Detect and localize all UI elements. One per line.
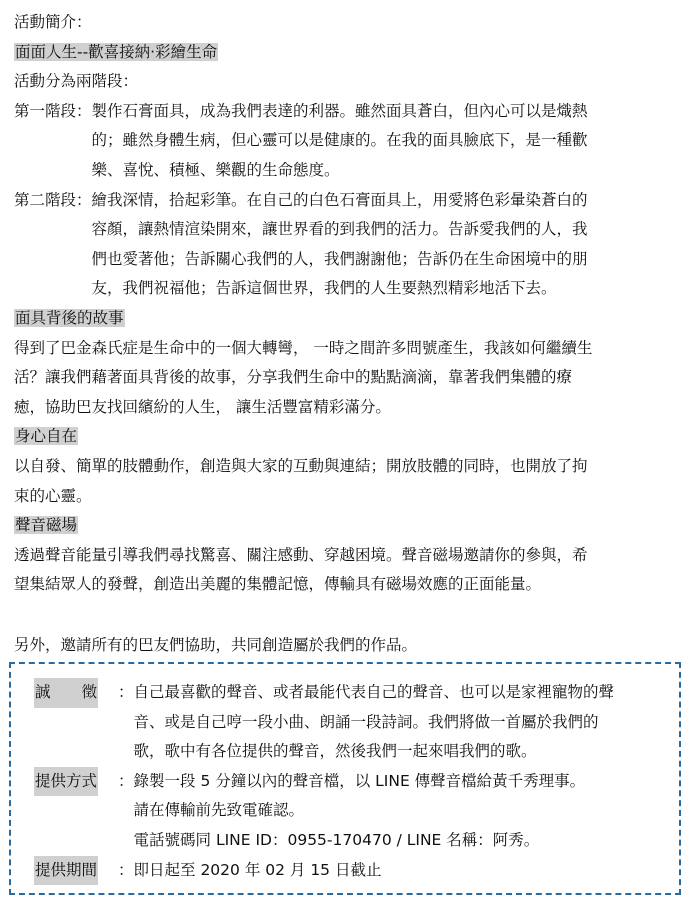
paragraph-line: 得到了巴金森氏症是生命中的一個大轉彎， 一時之間許多問號產生，我該如何繼續生 [14, 338, 593, 357]
stage-text-line: 繪我深情，拾起彩筆。在自己的白色石膏面具上，用愛將色彩暈染蒼白的 [91, 190, 588, 209]
activity-title: 面面人生--歡喜接納‧彩繪生命 [15, 42, 218, 61]
stage-text-line: 的；雖然身體生病，但心靈可以是健康的。在我的面具臉底下，是一種歡 [91, 131, 588, 150]
box-text-line: 歌，歌中有各位提供的聲音，然後我們一起來唱我們的歌。 [133, 742, 537, 761]
box-row-method [34, 767, 674, 856]
paragraph-line: 活？讓我們藉著面具背後的故事，分享我們生命中的點點滴滴，靠著我們集體的療 [14, 368, 573, 387]
invitation-text: 另外，邀請所有的巴友們協助，共同創造屬於我們的作品。 [14, 635, 418, 654]
stage-text-line: 友，我們祝福他；告訴這個世界，我們的人生要熱烈精彩地活下去。 [91, 279, 557, 298]
stage-one [14, 97, 678, 186]
section-heading-sound-field: 聲音磁場 [15, 516, 78, 535]
stage-label: 第二階段： [14, 190, 92, 209]
box-text-line: 即日起至 2020 年 02 月 15 日截止 [133, 860, 382, 879]
box-colon: ： [118, 683, 134, 701]
box-label-period: 提供期間 [34, 856, 98, 886]
box-label-wanted: 誠 徵 [34, 678, 98, 708]
paragraph-line: 以自發、簡單的肢體動作，創造與大家的互動與連結；開放肢體的同時，也開放了拘 [14, 456, 588, 475]
paragraph-line: 透過聲音能量引導我們尋找驚喜、關注感動、穿越困境。聲音磁場邀請你的參與，希 [14, 545, 588, 564]
intro-heading: 活動簡介： [14, 13, 92, 31]
box-row-period [34, 856, 674, 886]
box-colon: ： [118, 860, 134, 879]
paragraph-line: 束的心靈。 [14, 486, 92, 505]
section-heading-body-mind: 身心自在 [15, 427, 78, 446]
document-body [14, 8, 678, 660]
box-text-line: 電話號碼同 LINE ID：0955-170470 / LINE 名稱：阿秀。 [133, 830, 540, 849]
section-heading-mask-story: 面具背後的故事 [15, 308, 124, 327]
stage-text-line: 製作石膏面具，成為我們表達的利器。雖然面具蒼白，但內心可以是熾熱 [91, 101, 588, 120]
stage-two [14, 186, 678, 304]
paragraph-line: 癒，協助巴友找回繽紛的人生， 讓生活豐富精彩滿分。 [14, 397, 391, 416]
box-text-line: 請在傳輸前先致電確認。 [133, 801, 305, 820]
box-text-line: 自己最喜歡的聲音、或者最能代表自己的聲音、也可以是家裡寵物的聲 [133, 683, 615, 701]
stage-text-line: 容顏，讓熱情渲染開來，讓世界看的到我們的活力。告訴愛我們的人，我 [91, 220, 588, 239]
paragraph-line: 望集結眾人的發聲，創造出美麗的集體記憶，傳輸具有磁場效應的正面能量。 [14, 575, 542, 594]
box-text-line: 音、或是自己哼一段小曲、朗誦一段詩詞。我們將做一首屬於我們的 [133, 712, 599, 731]
stage-text-line: 們也愛著他；告訴關心我們的人，我們謝謝他；告訴仍在生命困境中的朋 [91, 249, 588, 268]
call-for-sounds-box [9, 662, 681, 895]
box-text-line: 錄製一段 5 分鐘以內的聲音檔，以 LINE 傳聲音檔給黃千秀理事。 [133, 771, 586, 790]
stage-label: 第一階段： [14, 101, 92, 120]
stage-text-line: 樂、喜悅、積極、樂觀的生命態度。 [91, 160, 340, 179]
box-row-wanted [34, 678, 674, 767]
box-colon: ： [118, 771, 134, 790]
box-label-method: 提供方式 [34, 767, 98, 797]
stages-intro: 活動分為兩階段： [14, 72, 139, 91]
